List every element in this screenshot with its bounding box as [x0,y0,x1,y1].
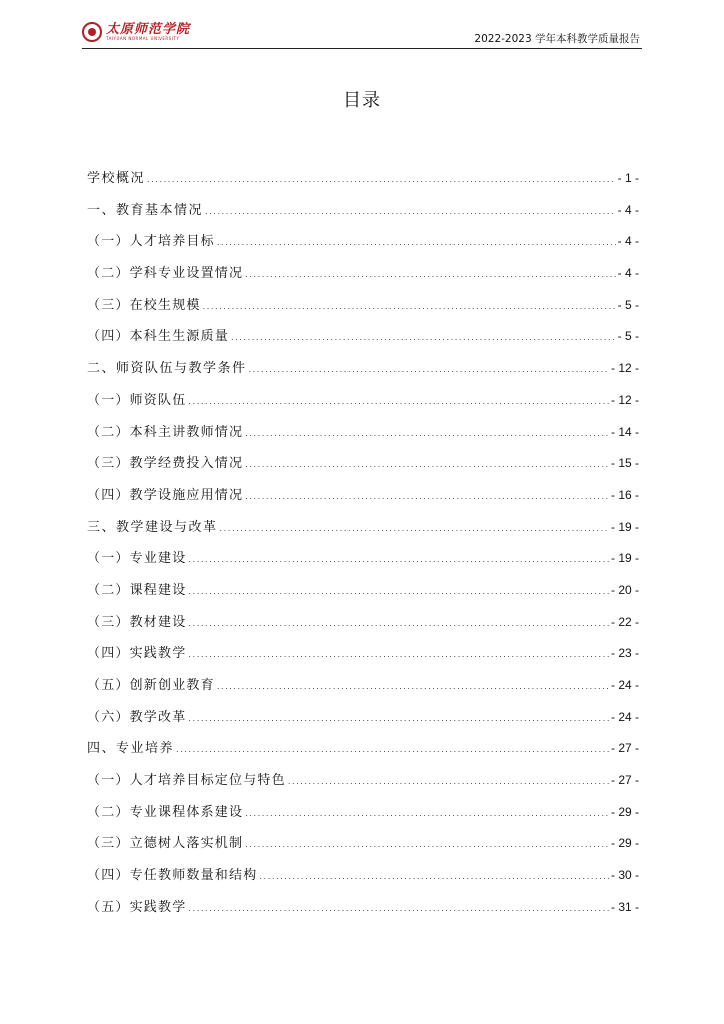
toc-entry-label: 三、教学建设与改革 [87,519,218,535]
logo-subtext: TAIYUAN NORMAL UNIVERSITY [106,36,180,41]
toc-dot-leader [288,770,609,794]
toc-entry[interactable] [87,673,639,705]
toc-dot-leader [217,231,616,255]
toc-dot-leader [245,422,609,446]
toc-entry-page: - 24 - [610,678,639,692]
toc-entry[interactable] [87,451,639,483]
page-header [82,18,642,49]
toc-entry[interactable] [87,895,639,927]
toc-entry[interactable] [87,578,639,610]
toc-entry[interactable] [87,229,639,261]
toc-dot-leader [245,453,609,477]
toc-entry-label: 学校概况 [87,171,146,186]
toc-dot-leader [176,738,609,762]
toc-entry-page: - 14 - [610,424,639,439]
toc-entry[interactable] [87,420,639,452]
toc-entry-page: - 29 - [610,804,639,819]
toc-dot-leader [188,580,609,604]
table-of-contents [87,166,639,927]
toc-entry-page: - 1 - [617,171,639,185]
toc-entry[interactable] [87,388,639,420]
toc-entry-label: （二）课程建设 [87,582,187,598]
toc-entry-label: （三）在校生规模 [87,297,201,313]
toc-entry[interactable] [87,166,639,198]
toc-entry-page: - 4 - [617,234,639,249]
toc-entry[interactable] [87,736,639,768]
university-seal-icon [82,22,102,42]
toc-entry-label: （一）专业建设 [87,551,187,567]
toc-entry-page: - 12 - [610,361,639,376]
toc-entry-page: - 31 - [610,899,639,914]
toc-dot-leader [217,675,609,699]
toc-dot-leader [245,802,609,826]
toc-dot-leader [188,390,609,414]
toc-entry[interactable] [87,610,639,642]
page-title: 目录 [343,90,381,111]
toc-entry-page: - 27 - [610,741,639,756]
toc-entry-label: （四）专任教师数量和结构 [87,868,258,884]
toc-dot-leader [203,295,616,319]
toc-dot-leader [245,263,615,287]
toc-entry-label: （三）教学经费投入情况 [87,456,244,472]
toc-entry[interactable] [87,546,639,578]
toc-entry-page: - 4 - [617,202,639,217]
toc-entry-page: - 19 - [610,519,639,534]
toc-entry-label: 一、教育基本情况 [87,202,204,218]
toc-entry-label: （四）教学设施应用情况 [87,487,244,503]
toc-entry-page: - 15 - [610,456,639,471]
toc-entry-label: （二）本科主讲教师情况 [87,424,244,440]
toc-entry-page: - 12 - [610,392,639,407]
toc-entry-label: 二、师资队伍与教学条件 [87,361,247,377]
toc-entry-page: - 5 - [617,297,639,312]
toc-dot-leader [249,358,609,382]
toc-dot-leader [188,707,609,731]
toc-entry[interactable] [87,198,639,230]
toc-entry[interactable] [87,831,639,863]
toc-dot-leader [245,833,609,857]
toc-entry[interactable] [87,800,639,832]
toc-dot-leader [188,643,609,667]
toc-entry-label: （一）师资队伍 [87,392,187,408]
toc-dot-leader [188,548,609,572]
toc-entry[interactable] [87,483,639,515]
toc-entry[interactable] [87,863,639,895]
toc-entry-page: - 22 - [610,614,639,629]
toc-dot-leader [220,517,609,541]
toc-entry-label: （一）人才培养目标 [87,234,215,250]
toc-dot-leader [231,326,616,350]
toc-entry-label: （一）人才培养目标定位与特色 [87,773,286,789]
toc-entry-page: - 19 - [610,551,639,566]
toc-entry-label: （五）创新创业教育 [87,678,215,693]
toc-dot-leader [188,612,609,636]
toc-entry-page: - 24 - [610,709,639,724]
toc-dot-leader [147,168,616,192]
toc-entry-label: （三）立德树人落实机制 [87,836,244,852]
toc-entry-label: （四）本科生生源质量 [87,329,230,345]
toc-entry-label: （二）专业课程体系建设 [87,804,244,820]
toc-entry-page: - 16 - [610,487,639,502]
toc-dot-leader [188,897,609,921]
toc-entry-label: （四）实践教学 [87,646,187,662]
toc-entry-label: （二）学科专业设置情况 [87,266,244,282]
toc-entry[interactable] [87,768,639,800]
toc-entry-page: - 29 - [610,836,639,851]
toc-entry-page: - 4 - [617,266,639,281]
toc-dot-leader [259,865,609,889]
toc-entry[interactable] [87,515,639,547]
toc-entry[interactable] [87,293,639,325]
toc-entry-page: - 5 - [617,329,639,344]
toc-entry-label: （五）实践教学 [87,899,187,915]
toc-entry[interactable] [87,261,639,293]
toc-entry-label: （三）教材建设 [87,614,187,630]
toc-entry-page: - 23 - [610,646,639,661]
university-logo [82,20,190,44]
toc-entry-page: - 27 - [610,773,639,788]
toc-entry-page: - 30 - [610,868,639,883]
logo-name: 太原师范学院 [106,22,191,37]
toc-entry-label: （六）教学改革 [87,709,187,725]
toc-entry-page: - 20 - [610,582,639,597]
toc-entry[interactable] [87,324,639,356]
toc-entry[interactable] [87,641,639,673]
toc-entry[interactable] [87,705,639,737]
toc-dot-leader [245,485,609,509]
toc-entry[interactable] [87,356,639,388]
toc-dot-leader [205,200,616,224]
toc-entry-label: 四、专业培养 [87,741,175,757]
report-title: 2022-2023 学年本科教学质量报告 [474,33,640,45]
